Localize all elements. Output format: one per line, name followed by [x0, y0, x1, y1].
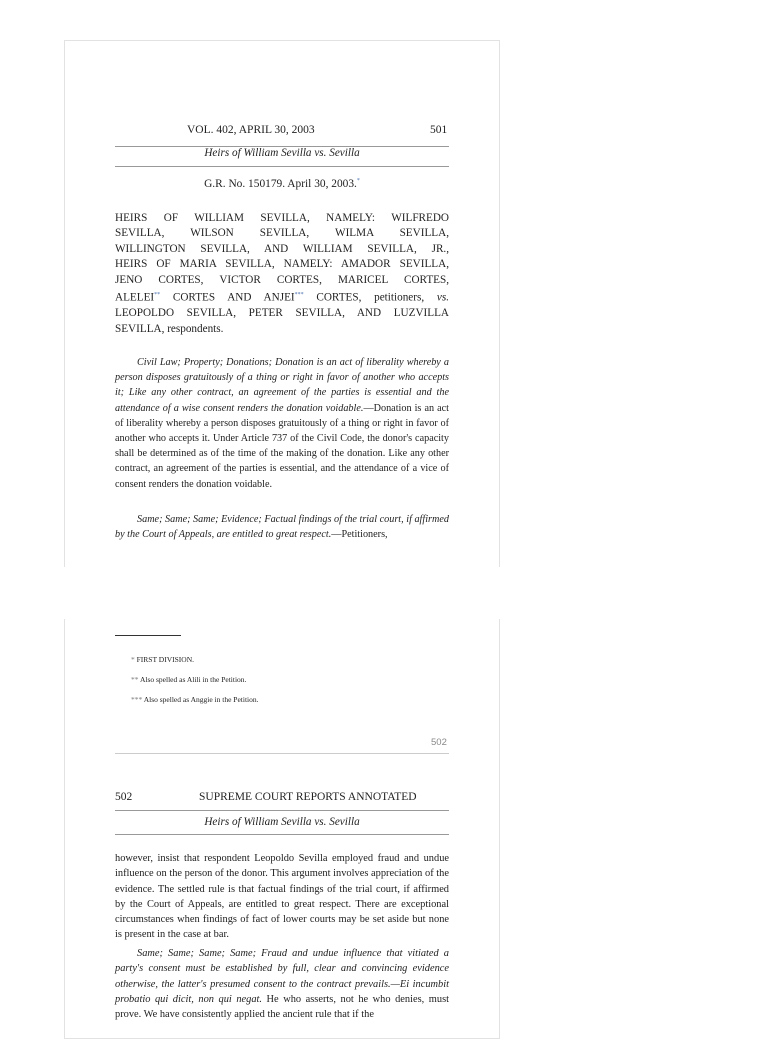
- parties-line: SEVILLA, WILSON SEVILLA, WILMA SEVILLA,: [115, 227, 449, 240]
- page-break-marker: 502: [431, 737, 447, 748]
- case-subhead: Heirs of William Sevilla vs. Sevilla: [204, 147, 360, 159]
- header-rule-top: [115, 810, 449, 811]
- running-head: VOL. 402, APRIL 30, 2003: [187, 124, 315, 136]
- parties-line: LEOPOLDO SEVILLA, PETER SEVILLA, AND LUZVILLA: [115, 307, 449, 320]
- header-rule-bottom: [115, 166, 449, 167]
- syllabus-paragraph-1: [115, 355, 449, 492]
- body-paragraph-2: [115, 946, 449, 1022]
- footnote-3: [131, 695, 259, 704]
- syllabus-heading: Same; Same; Same; Same; Fraud and undue influence that vitiated a party's consent must be established by full, clear and convincing evidence otherwise, the latter's presumed consent to the contract prevails.—Ei incumbit probatio qui dicit, non qui negat.: [115, 948, 449, 1005]
- footnote-mark: *: [131, 655, 135, 664]
- syllabus-text: —Donation is an act of liberality whereby a person disposes gratuitously of a thing or right in favor of another who accepts it. Under Article 737 of the Civil Code, the donor's capacity shall be determined as of the time of the making of the donation. Like any other contract, an agreement of the parties is essential, and the attendance of a vice of consent renders the donation voidable.: [115, 402, 449, 490]
- syllabus-text: —Petitioners,: [331, 529, 388, 541]
- case-footnote-mark[interactable]: *: [356, 178, 360, 185]
- header-rule-bottom: [115, 834, 449, 835]
- footnote-mark[interactable]: ***: [294, 292, 304, 299]
- case-number: [115, 178, 449, 190]
- footnote-rule: [115, 635, 181, 636]
- parties-line: [115, 288, 449, 306]
- footnote-1: [131, 655, 194, 664]
- syllabus-paragraph-2: [115, 512, 449, 542]
- footnote-mark: ***: [131, 695, 143, 704]
- case-subhead: Heirs of William Sevilla vs. Sevilla: [204, 816, 360, 828]
- footnote-text: Also spelled as Anggie in the Petition.: [143, 695, 259, 704]
- footnote-text: Also spelled as Alili in the Petition.: [139, 675, 247, 684]
- page-break-rule: [115, 753, 449, 754]
- footnote-mark[interactable]: **: [154, 292, 161, 299]
- page-number: 502: [115, 791, 133, 803]
- party-name: CORTES AND ANJEI: [172, 291, 295, 304]
- footnote-mark: **: [131, 675, 139, 684]
- document-page-501: [64, 40, 500, 567]
- party-name: ALELEI: [115, 291, 155, 304]
- versus: vs.: [436, 291, 450, 304]
- footnote-2: [131, 675, 246, 684]
- parties-line: JENO CORTES, VICTOR CORTES, MARICEL CORTES,: [115, 273, 449, 286]
- parties-line: HEIRS OF WILLIAM SEVILLA, NAMELY: WILFREDO: [115, 212, 449, 224]
- syllabus-text: He who asserts, not he who denies, must prove. We have consistently applied the ancient rule that if the: [115, 993, 449, 1021]
- parties-line: HEIRS OF MARIA SEVILLA, NAMELY: AMADOR SEVILLA,: [115, 258, 449, 271]
- footnote-text: FIRST DIVISION.: [136, 655, 194, 664]
- page-number: 501: [430, 124, 448, 136]
- parties-line: WILLINGTON SEVILLA, AND WILLIAM SEVILLA, JR.,: [115, 242, 449, 255]
- case-number-text: G.R. No. 150179. April 30, 2003.: [204, 178, 357, 190]
- parties-line: SEVILLA, respondents.: [115, 322, 224, 335]
- syllabus-heading: Same; Same; Same; Evidence; Factual findings of the trial court, if affirmed by the Court of Appeals, are entitled to great respect.: [115, 514, 449, 541]
- running-head: SUPREME COURT REPORTS ANNOTATED: [199, 791, 417, 803]
- body-paragraph-1: however, insist that respondent Leopoldo Sevilla employed fraud and undue influence on the person of the donor. This argument involves appreciation of the evidence. The settled rule is that factual findings of the trial court, if affirmed by the Court of Appeals, are entitled to great respect. There are exceptional circumstances when findings of fact of lower courts may be set aside but none is present in the case at bar.: [115, 853, 449, 941]
- syllabus-heading: Civil Law; Property; Donations; Donation is an act of liberality whereby a person disposes gratuitously of a thing or right in favor of another who accepts it; Like any other contract, an agreement of the parties is essential and the attendance of a wise consent renders the donation voidable.: [115, 357, 449, 414]
- document-page-502: [64, 619, 500, 1039]
- party-name: CORTES, petitioners,: [316, 291, 425, 304]
- parties-block: [115, 211, 449, 337]
